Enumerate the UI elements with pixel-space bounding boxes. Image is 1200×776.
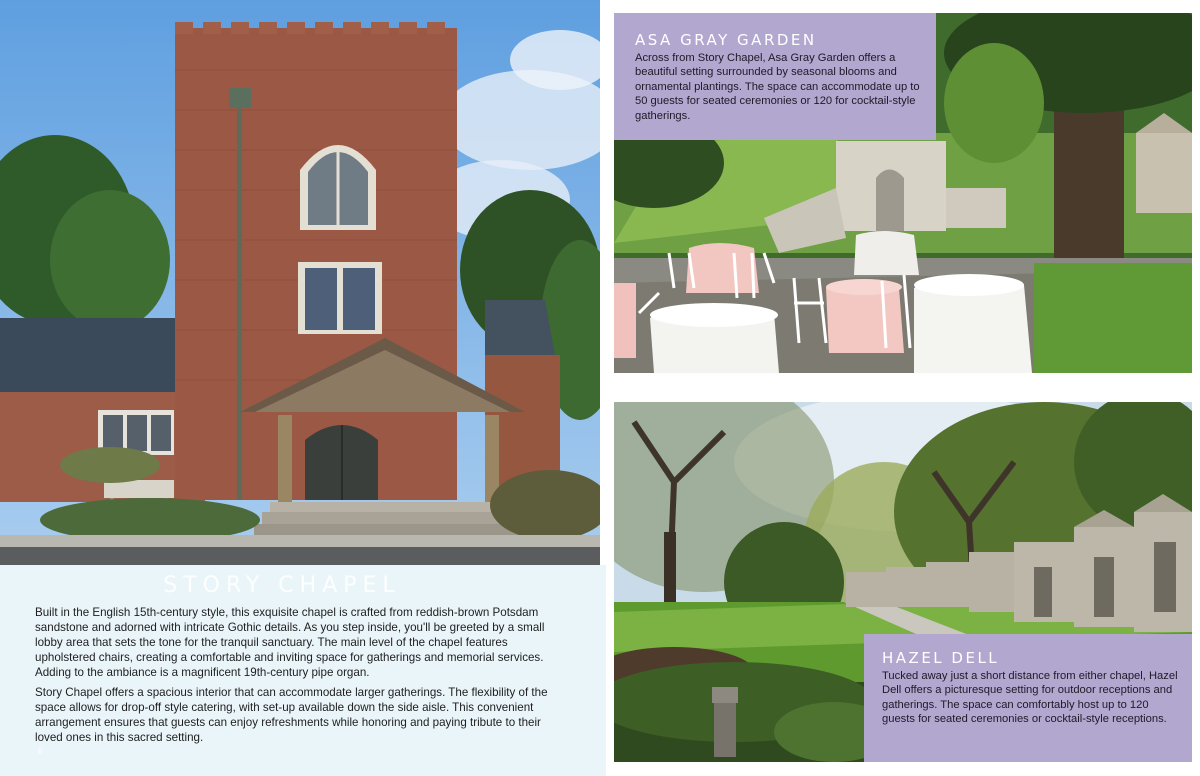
page-number: 6 — [38, 746, 44, 756]
story-chapel-text-panel — [0, 565, 606, 776]
story-chapel-paragraph-1: Built in the English 15th-century style, this exquisite chapel is crafted from reddish-brown Potsdam sandstone and adorned with intricate Gothic details. As you step inside, you'll be greeted by a small lobby area that sets the tone for the tranquil sanctuary. The main level of the chapel features upholstered chairs, creating a comfortable and inviting space for gatherings and memorial services. Adding to the ambiance is a magnificent 19th-century pipe organ. — [35, 606, 545, 679]
hazel-dell-caption — [864, 634, 1192, 762]
story-chapel-paragraph-2: Story Chapel offers a spacious interior that can accommodate larger gatherings. The flexibility of the space allows for drop-off style catering, with set-up available down the side aisle. This convenient arrangement ensures that guests can enjoy refreshments while honoring and paying tribute to their loved ones in this sacred setting. — [35, 686, 548, 744]
asa-gray-garden-caption — [614, 13, 936, 140]
right-page — [606, 0, 1200, 776]
hazel-dell-description: Tucked away just a short distance from either chapel, Hazel Dell offers a picturesque setting for outdoor receptions and gatherings. The space can comfortably host up to 120 guests for seated ceremonies or cocktail-style receptions. — [882, 669, 1178, 726]
story-chapel-heading: STORY CHAPEL — [163, 573, 401, 598]
story-chapel-photo — [0, 0, 600, 565]
story-chapel-body — [35, 605, 565, 750]
asa-gray-garden-heading: ASA GRAY GARDEN — [635, 31, 817, 49]
hazel-dell-heading: HAZEL DELL — [882, 649, 1000, 667]
asa-gray-garden-description: Across from Story Chapel, Asa Gray Garden offers a beautiful setting surrounded by seasonal blooms and ornamental plantings. The space can accommodate up to 50 guests for seated ceremonies or 120 for cocktail-style gatherings. — [635, 51, 920, 122]
